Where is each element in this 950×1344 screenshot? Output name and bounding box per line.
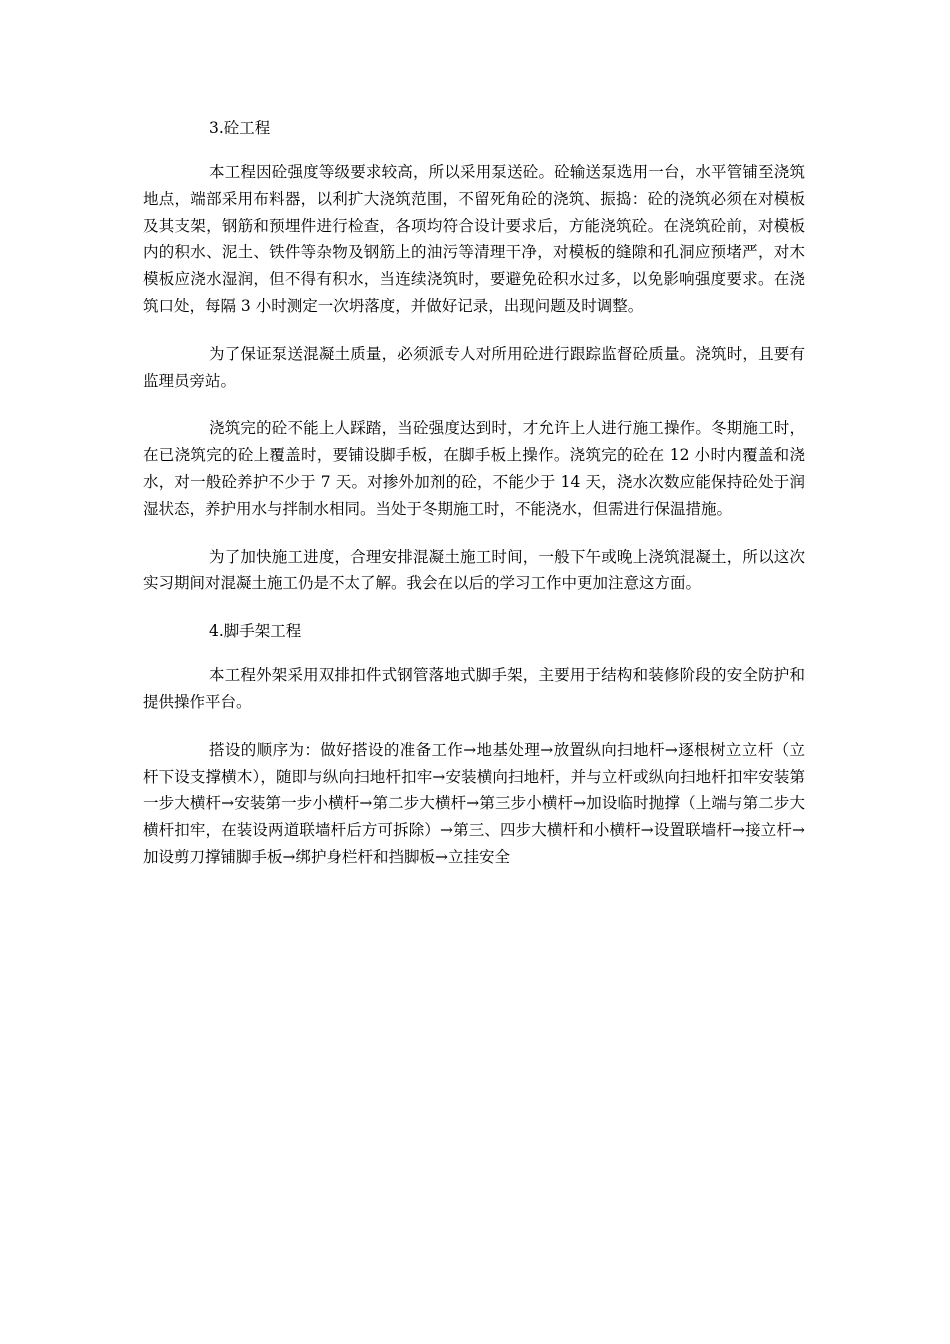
paragraph-scaffolding-type: 本工程外架采用双排扣件式钢管落地式脚手架，主要用于结构和装修阶段的安全防护和提供操作平台。 xyxy=(143,666,805,711)
paragraph-scaffolding-sequence: 搭设的顺序为：做好搭设的准备工作→地基处理→放置纵向扫地杆→逐根树立立杆（立杆下设支撑横木），随即与纵向扫地杆扣牢→安装横向扫地杆，并与立杆或纵向扫地杆扣牢安装第一步大横杆→安装第一步小横杆→第二步大横杆→第三步小横杆→加设临时抛撑（上端与第二步大横杆扣牢，在装设两道联墙杆后方可拆除）→第三、四步大横杆和小横杆→设置联墙杆→接立杆→加设剪刀撑铺脚手板→绑护身栏杆和挡脚板→立挂安全 xyxy=(143,740,805,866)
paragraph-concrete-quality: 为了保证泵送混凝土质量，必须派专人对所用砼进行跟踪监督砼质量。浇筑时，且要有监理员旁站。 xyxy=(143,344,805,390)
paragraph-concrete-pumping: 本工程因砼强度等级要求较高，所以采用泵送砼。砼输送泵选用一台，水平管铺至浇筑地点，端部采用布料器，以利扩大浇筑范围，不留死角砼的浇筑、振捣：砼的浇筑必须在对模板及其支架，钢筋和预埋件进行检查，各项均符合设计要求后，方能浇筑砼。在浇筑砼前，对模板内的积水、泥土、铁件等杂物及钢筋上的油污等清理干净，对模板的缝隙和孔洞应预堵严，对木模板应浇水湿润，但不得有积水，当连续浇筑时，要避免砼积水过多，以免影响强度要求。在浇筑口处，每隔 3 小时测定一次坍落度，并做好记录，出现问题及时调整。 xyxy=(143,163,805,315)
section-heading-concrete: 3.砼工程 xyxy=(209,119,271,137)
section-heading-scaffolding: 4.脚手架工程 xyxy=(209,622,302,641)
document-body xyxy=(143,115,805,892)
paragraph-concrete-schedule: 为了加快施工进度，合理安排混凝土施工时间，一般下午或晚上浇筑混凝土，所以这次实习期间对混凝土施工仍是不太了解。我会在以后的学习工作中更加注意这方面。 xyxy=(143,547,805,593)
paragraph-concrete-curing: 浇筑完的砼不能上人踩踏，当砼强度达到时，才允许上人进行施工操作。冬期施工时，在已浇筑完的砼上覆盖时，要铺设脚手板，在脚手板上操作。浇筑完的砼在 12 小时内覆盖和浇水，对一般砼养护不少于 7 天。对掺外加剂的砼，不能少于 14 天，浇水次数应能保持砼处于润湿状态，养护用水与拌制水相同。当处于冬期施工时，不能浇水，但需进行保温措施。 xyxy=(143,419,805,518)
